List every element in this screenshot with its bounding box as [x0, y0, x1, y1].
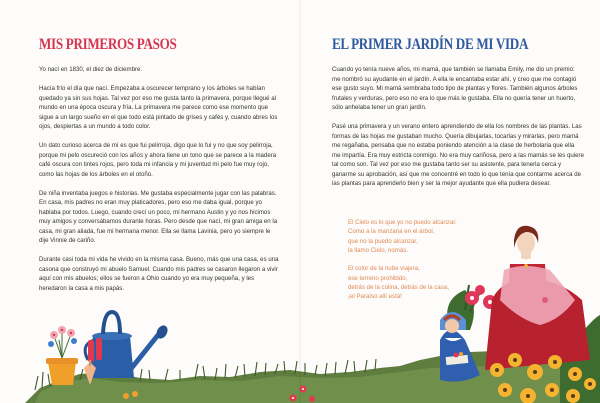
paragraph: Durante casi toda mi vida he vivido en la misma casa. Bueno, más que una casa, es una casona que construyó mi abuelo Samuel. Cuando mis padres se casaron llegaron a vivir aquí con mis abuelos; ellos se fueron a Ohio cuando yo era muy pequeña, y les heredaron la casa a mis papás. — [39, 256, 279, 292]
poem-line: ese terreno prohibido, — [348, 274, 408, 282]
poem-line: detrás de la colina, detrás de la casa, — [348, 284, 449, 292]
poem-line: El Cielo es lo que yo no puedo alcanzar. — [348, 219, 457, 226]
poem-stanza — [348, 218, 457, 255]
paragraph: De niña inventaba juegos e historias. Me gustaba especialmente jugar con las palabras. En casa, mis padres no eran muy platicadores, pero eso me daba igual, porque yo hablaba por todos. Luego, cuando crecí un poco, mi hermano Austin y yo nos hicimos muy amigos y conversábamos durante horas. Pero desde que nací, mi gran amiga en la casa, mi gran aliada, fue mi hermana menor. Ella se llama Lavinia, pero yo siempre le dije Vinnie de cariño. — [39, 189, 278, 244]
poem-line: que no la puedo alcanzar, — [348, 237, 418, 245]
paragraph: Pasé una primavera y un verano entero aprendiendo de ella los nombres de las plantas. Las formas de las hojas me gustaban mucho. Quería dibujarlas, tocarlas y mirarlas, pero mamá me regañaba, pensaba que no estaba poniendo atención a la clase de herbolaria que ella me impartía. Era muy estricta conmigo. No era muy cariñosa, pero a las mamás se les quiere tal como son. Tal vez por eso me gustaba tanto ser su asistente, para tenerla cerca y ganarme su aprobación, así que me concentré en todo lo que tenía que contarme acerca de las plantas para aprenderlo bien y ser la mejor ayudante que ella pudiera desear. — [332, 123, 584, 187]
chapter-body — [332, 65, 584, 198]
paragraph: Un dato curioso acerca de mí es que fui pelirroja, digo que lo fui y no que soy pelirroja, porque mi pelo oscureció con los años y ahora tiene un tono que se parece a la madera café oscura con tintes rojos, pero toda mi infancia y mi juventud mi pelo fue muy rojo, como las hojas de los árboles en el otoño. — [39, 142, 277, 178]
poem-line: El color de la nube viajera, — [348, 265, 420, 273]
paragraph: Yo nací en 1830, el diez de diciembre. — [39, 66, 143, 73]
poem-stanza — [348, 264, 457, 301]
poem-line: ¡el Paraíso allí está! — [348, 293, 402, 301]
chapter-title: MIS PRIMEROS PASOS — [39, 36, 177, 53]
chapter-title: EL PRIMER JARDÍN DE MI VIDA — [332, 36, 529, 53]
poem — [348, 218, 457, 311]
chapter-body — [39, 65, 279, 303]
poem-line: Como a la manzana en el árbol, — [348, 228, 435, 236]
paragraph: Hacía frío el día que nací. Empezaba a oscurecer temprano y los árboles se habían quedado ya sin sus hojas. Tal vez por eso me gusta tanto la primavera, porque llegué al mundo en una época oscura y fría. La primavera me parece como ese momento que sigue a un largo sueño en el que todo está pintado de grises y cafés y, cuando abres los ojos, despiertas a un mundo a todo color. — [39, 85, 278, 130]
paragraph: Cuando yo tenía nueve años, mi mamá, que también se llamaba Emily, me dio un premio: me nombró su ayudante en el jardín. A ella le encantaba estar ahí, y creo que me contagió ese gusto suyo. Mi mamá sembraba todo tipo de plantas y flores. También algunos árboles frutales y verduras, pero eso no era lo que más le gustaba. Ella no quería tener un huerto, sólo anhelaba tener un gran jardín. — [332, 66, 578, 111]
right-page — [300, 0, 600, 403]
poem-line: la llamo Cielo, nomás. — [348, 246, 408, 254]
